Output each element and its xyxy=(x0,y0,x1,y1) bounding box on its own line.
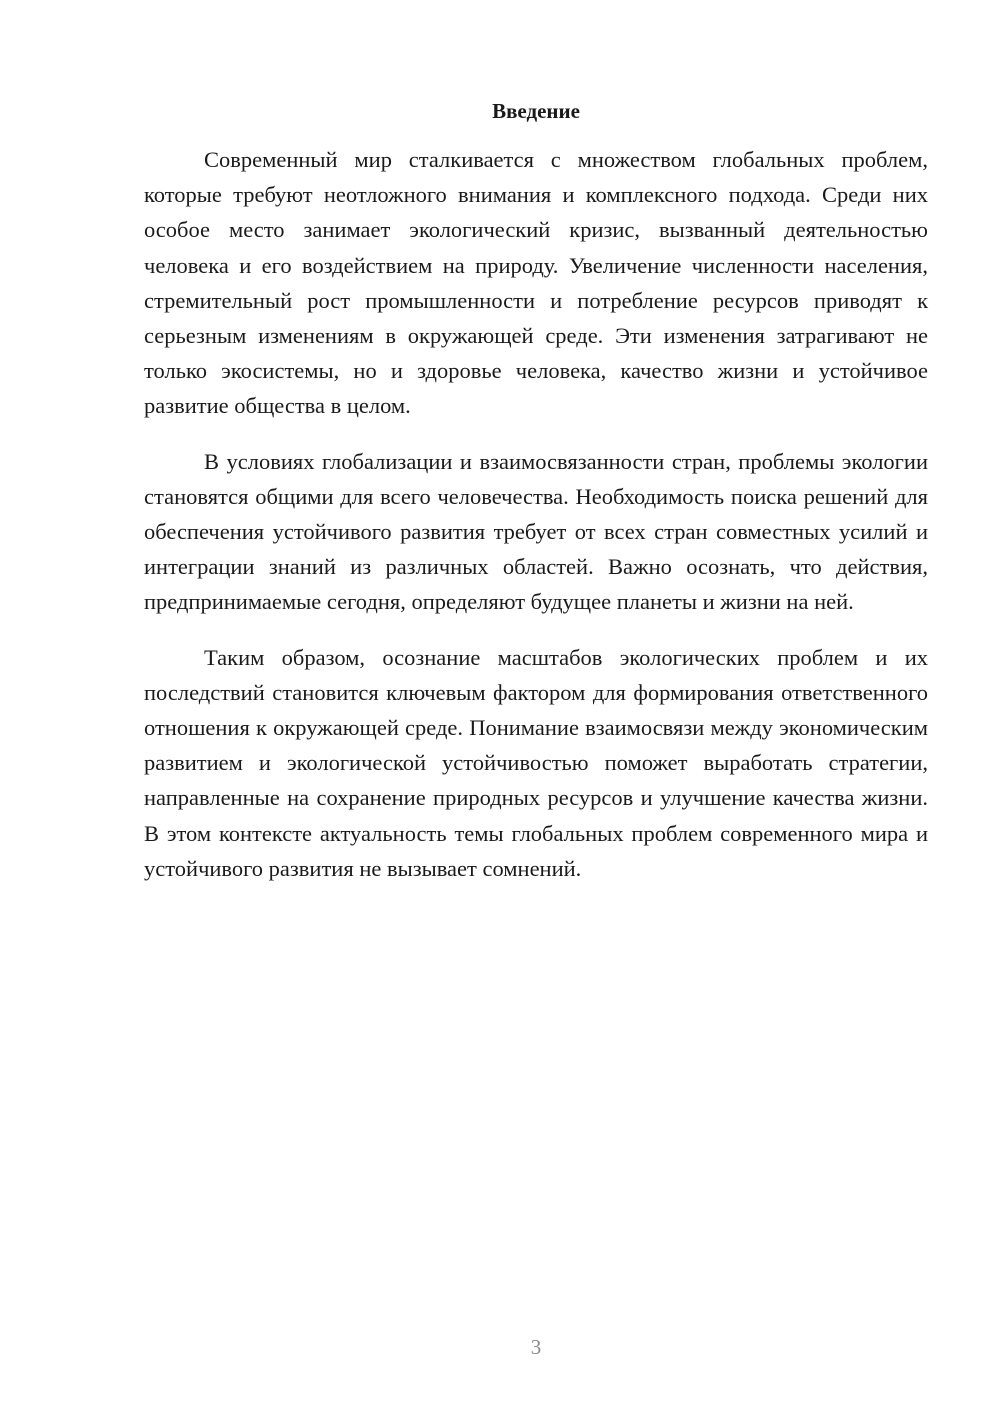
paragraph-1: Современный мир сталкивается с множеством глобальных проблем, которые требуют неотложного внимания и комплексного подхода. Среди них особое место занимает экологический кризис, вызванный деятельностью человека и его воздействием на природу. Увеличение численности населения, стремительный рост промышленности и потребление ресурсов приводят к серьезным изменениям в окружающей среде. Эти изменения затрагивают не только экосистемы, но и здоровье человека, качество жизни и устойчивое развитие общества в целом. xyxy=(144,147,928,419)
page-number: 3 xyxy=(530,1335,542,1359)
paragraph-2: В условиях глобализации и взаимосвязанности стран, проблемы экологии становятся общими для всего человечества. Необходимость поиска решений для обеспечения устойчивого развития требует от всех стран совместных усилий и интеграции знаний из различных областей. Важно осознать, что действия, предпринимаемые сегодня, определяют будущее планеты и жизни на ней. xyxy=(144,448,928,615)
section-title: Введение xyxy=(492,99,580,123)
paragraph-3: Таким образом, осознание масштабов экологических проблем и их последствий становится ключевым фактором для формирования ответственного отношения к окружающей среде. Понимание взаимосвязи между экономическим развитием и экологической устойчивостью поможет выработать стратегии, направленные на сохранение природных ресурсов и улучшение качества жизни. В этом контексте актуальность темы глобальных проблем современного мира и устойчивого развития не вызывает сомнений. xyxy=(144,644,928,881)
section-body xyxy=(144,142,928,906)
